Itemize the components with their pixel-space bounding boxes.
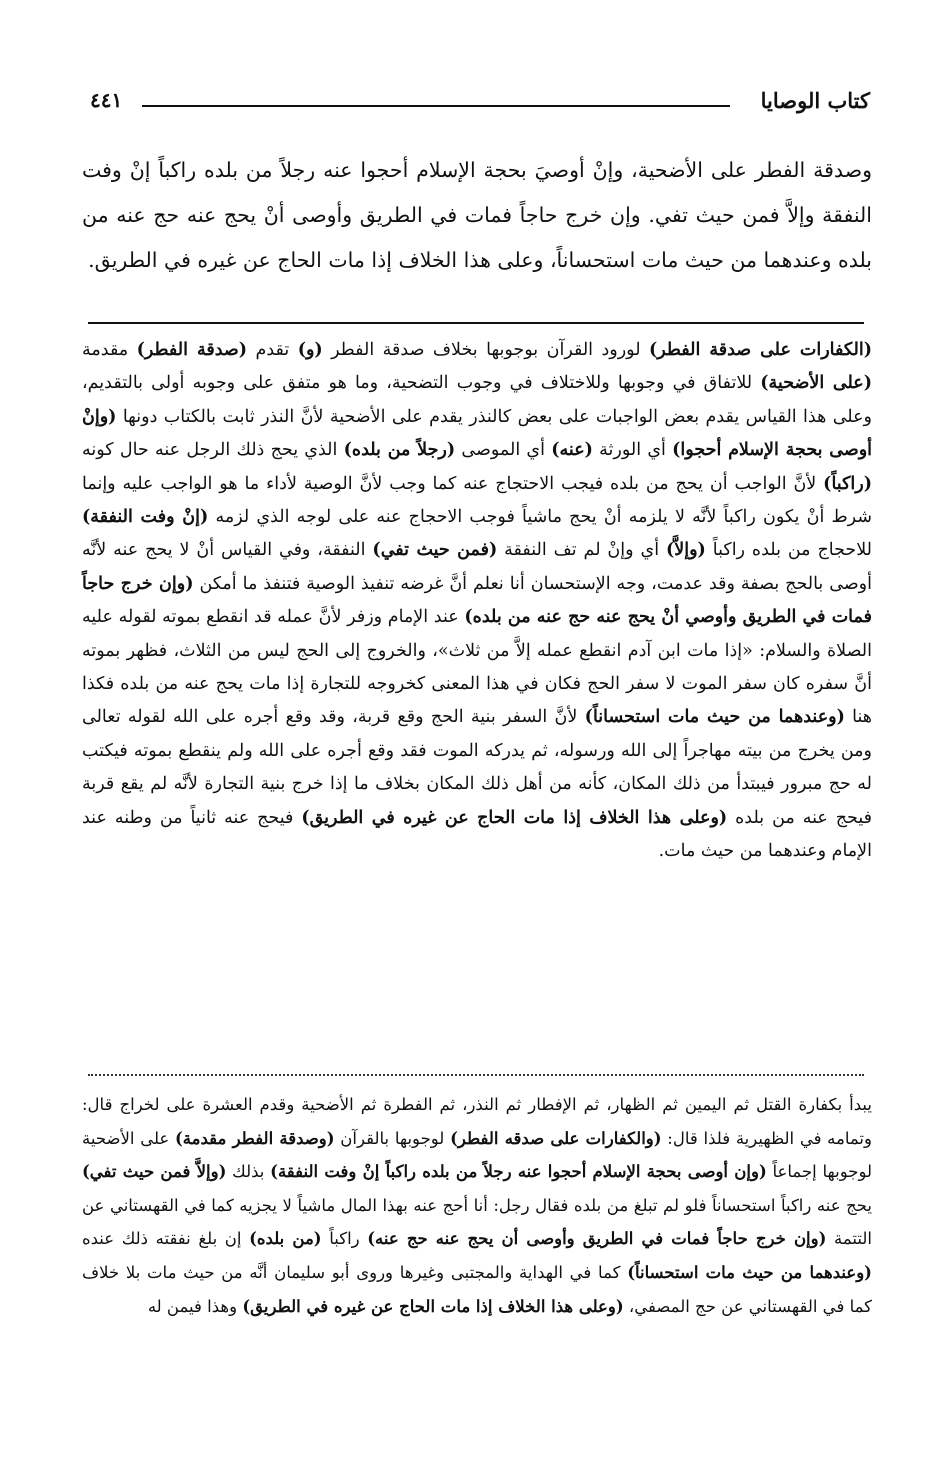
quoted-text: (على الأضحية) xyxy=(760,373,872,394)
quoted-text: (وإن أوصى بحجة الإسلام أحجوا عنه رجلاً من بلده راكباً إنْ وفت النفقة) xyxy=(270,1162,767,1182)
main-text xyxy=(82,148,872,283)
commentary-text: لأنَّ السفر بنية الحج وقع قربة، وقد وقع أجره على الله لقوله تعالى ومن يخرج من بيته مهاجراً إلى الله ورسوله، ثم يدركه الموت فقد وقع أجره على الله ولم ينقطع بموته فيكتب له حج مبرور فيبتدأ من ذلك المكان، كأنه من أهل ذلك المكان بخلاف ما إذا خرج بنية التجارة لأنَّه لم يقع قربة فيحج عنه من بلده xyxy=(82,707,872,828)
commentary-text: أي الموصى xyxy=(455,440,552,461)
footnote-divider xyxy=(88,1074,864,1076)
note-text: على الأضحية لوجوبها إجماعاً xyxy=(82,1128,872,1182)
quoted-text: (وإلاَّ فمن حيث تفي) xyxy=(82,1162,227,1182)
quoted-text: (وعلى هذا الخلاف إذا مات الحاج عن غيره في الطريق) xyxy=(301,807,728,828)
commentary-text: لورود القرآن بوجوبها بخلاف صدقة الفطر xyxy=(322,340,649,360)
commentary-text: فيحج عنه ثانياً من وطنه عند الإمام وعندهما من حيث مات. xyxy=(82,807,872,862)
margin-notes xyxy=(82,1088,872,1323)
commentary-text: أي الورثة xyxy=(592,440,673,461)
main-text-paragraph: وصدقة الفطر على الأضحية، وإنْ أوصيَ بحجة الإسلام أحجوا عنه رجلاً من بلده راكباً إنْ وفت النفقة وإلاَّ فمن حيث تفي. وإن خرج حاجاً فمات في الطريق وأوصى أنْ يحج عنه حج عنه من بلده وعندهما من حيث مات استحساناً، وعلى هذا الخلاف إذا مات الحاج عن غيره في الطريق. xyxy=(82,158,872,272)
commentary-text: للاتفاق في وجوبها وللاختلاف في وجوب التضحية، وما هو متفق على وجوبه أولى بالتقديم، وعلى هذا القياس يقدم بعض الواجبات على بعض كالنذر يقدم على الأضحية لأنَّ النذر ثابت بالكتاب دونها xyxy=(82,373,872,427)
page-number: ٤٤١ xyxy=(90,88,123,112)
note-text: بذلك xyxy=(226,1162,271,1182)
quoted-text: (الكفارات على صدقة الفطر) xyxy=(649,340,873,360)
commentary xyxy=(82,334,872,869)
commentary-text: أي وإنْ لم تف النفقة xyxy=(497,540,666,561)
commentary-text: النفقة، وفي القياس أنْ لا يحج عنه لأنَّه أوصى بالحج بصفة وقد عدمت، وجه الإستحسان أنا نعلم أنَّ غرضه تنفيذ الوصية فتنفذ ما أمكن xyxy=(82,540,872,594)
note-text: وهذا فيمن له xyxy=(147,1296,243,1316)
commentary-text: لأنَّ الواجب أن يحج من بلده فيجب الاحتجاج عنه كما وجب لأنَّ الوصية لأداء ما هو الواجب عليه وإنما شرط أنْ يكون راكباً لأنَّه لا يلزمه أنْ يحج ماشياً فوجب الاحجاج عنه على لوجه الذي لزمه xyxy=(82,473,872,528)
quoted-text: (وإن خرج حاجاً فمات في الطريق وأوصى أن يحج عنه حج عنه) xyxy=(367,1229,827,1249)
quoted-text: (وعلى هذا الخلاف إذا مات الحاج عن غيره في الطريق) xyxy=(242,1296,624,1316)
commentary-text: الذي يحج ذلك الرجل عنه حال كونه xyxy=(82,440,344,461)
quoted-text: (وعندهما من حيث مات استحساناً) xyxy=(584,707,845,728)
quoted-text: (والكفارات على صدقه الفطر) xyxy=(450,1128,662,1148)
quoted-text: (صدقة الفطر) xyxy=(136,340,248,360)
quoted-text: (وإنْ أوصى بحجة الإسلام أحجوا) xyxy=(82,406,873,461)
header-rule xyxy=(142,105,730,107)
quoted-text: (وإن خرج حاجاً فمات في الطريق وأوصي أنْ يحج عنه حج عنه من بلده) xyxy=(82,573,872,628)
note-text: يحج عنه راكباً استحساناً فلو لم تبلغ من بلده فقال رجل: أنا أحج عنه بهذا المال ماشياً لا يجزيه كما في القهستاني عن التتمة xyxy=(82,1195,872,1249)
quoted-text: (رجلاً من بلده) xyxy=(343,440,456,461)
note-text: راكباً xyxy=(321,1229,368,1249)
commentary-text: تقدم xyxy=(247,340,298,360)
running-header xyxy=(90,88,870,124)
quoted-text: (و) xyxy=(297,340,323,360)
quoted-text: (وصدقة الفطر مقدمة) xyxy=(175,1128,335,1148)
margin-notes-paragraph xyxy=(82,1088,872,1323)
quoted-text: (راكباً) xyxy=(823,473,872,494)
note-text: كما في الهداية والمجتبى وغيرها وروى أبو سليمان أنَّه من حيث مات بلا خلاف كما في القهستاني عن حج المصفي، xyxy=(82,1262,872,1316)
commentary-text: للاحجاج من بلده راكباً xyxy=(705,540,872,561)
section-divider xyxy=(88,322,864,324)
quoted-text: (فمن حيث تفي) xyxy=(372,540,498,561)
quoted-text: (وإلاَّ) xyxy=(665,540,706,561)
note-text: إن بلغ نفقته ذلك عنده xyxy=(82,1229,250,1249)
commentary-paragraph xyxy=(82,334,872,869)
commentary-text: مقدمة xyxy=(82,340,137,360)
note-text: لوجوبها بالقرآن xyxy=(334,1128,451,1148)
quoted-text: (إنْ وفت النفقة) xyxy=(82,507,209,528)
note-text: يبدأ بكفارة القتل ثم اليمين ثم الظهار، ثم الإفطار ثم النذر، ثم الفطرة ثم الأضحية وقدم العشرة على لخراج قال: وتمامه في الظهيرية فلذا قال: xyxy=(82,1095,872,1148)
quoted-text: (وعندهما من حيث مات استحساناً) xyxy=(627,1262,872,1282)
quoted-text: (عنه) xyxy=(551,440,593,461)
quoted-text: (من بلده) xyxy=(249,1229,322,1249)
chapter-title: كتاب الوصايا xyxy=(760,88,870,113)
commentary-text: عند الإمام وزفر لأنَّ عمله قد انقطع بموته لقوله عليه الصلاة والسلام: «إذا مات ابن آدم انقطع عمله إلاَّ من ثلاث»، والخروج إلى الحج ليس من الثلاث، فظهر بموته أنَّ سفره كان سفر الموت لا سفر الحج فكان في هذا المعنى كخروجه للتجارة إذا مات يحج عنه من بلده فكذا هنا xyxy=(82,607,873,728)
